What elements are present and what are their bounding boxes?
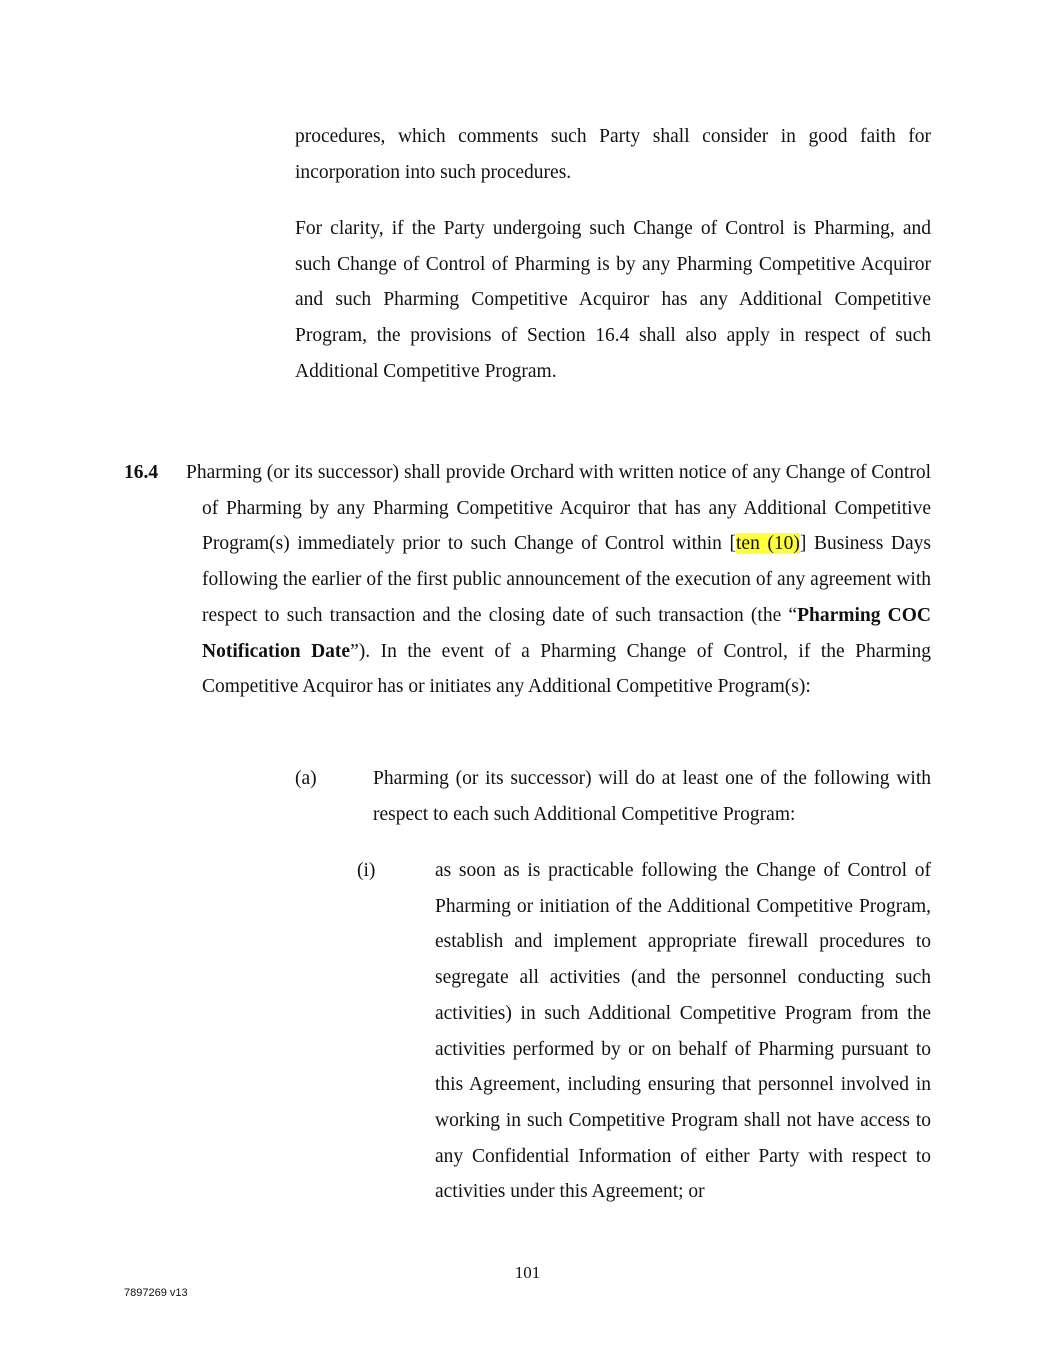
clause-a-marker: (a): [295, 768, 317, 789]
clause-i-marker: (i): [357, 860, 376, 881]
section-16-4-paragraph: [186, 455, 932, 705]
section-text-part3: ”). In the event of a Pharming Change of Control, if the Pharming Competitive Acquiror has or initiates any Additional Competitive Program(s):: [202, 640, 931, 698]
clause-a-paragraph: Pharming (or its successor) will do at least one of the following with respect to each such Additional Competitive Program:: [373, 768, 931, 825]
defined-term: Pharming COC Notification Date: [202, 604, 931, 662]
document-id: 7897269 v13: [124, 1287, 188, 1299]
section-number: 16.4: [124, 462, 159, 483]
highlighted-term: ten (10): [736, 533, 800, 555]
section-text-part1: Pharming (or its successor) shall provide Orchard with written notice of any Change of Control of Pharming by any Pharming Competitive Acquiror that has any Additional Competitive Program(s) immediately prior to such Change of Control within [: [186, 462, 931, 555]
clause-i-paragraph: as soon as is practicable following the Change of Control of Pharming or initiation of the Additional Competitive Program, establish and implement appropriate firewall procedures to segregate all activities (and the personnel conducting such activities) in such Additional Competitive Program from the activities performed by or on behalf of Pharming pursuant to this Agreement, including ensuring that personnel involved in working in such Competitive Program shall not have access to any Confidential Information of either Party with respect to activities under this Agreement; or: [435, 860, 931, 1203]
section-text-part2: ] Business Days following the earlier of the first public announcement of the execution of any agreement with respect to such transaction and the closing date of such transaction (the “: [202, 533, 932, 626]
continuation-paragraph: procedures, which comments such Party shall consider in good faith for incorporation into such procedures.: [295, 126, 931, 183]
page-number: 101: [514, 1263, 541, 1282]
clarity-paragraph: For clarity, if the Party undergoing such Change of Control is Pharming, and such Change of Control of Pharming is by any Pharming Competitive Acquiror and such Pharming Competitive Acquiror has any Additional Competitive Program, the provisions of Section 16.4 shall also apply in respect of such Additional Competitive Program.: [295, 218, 931, 382]
